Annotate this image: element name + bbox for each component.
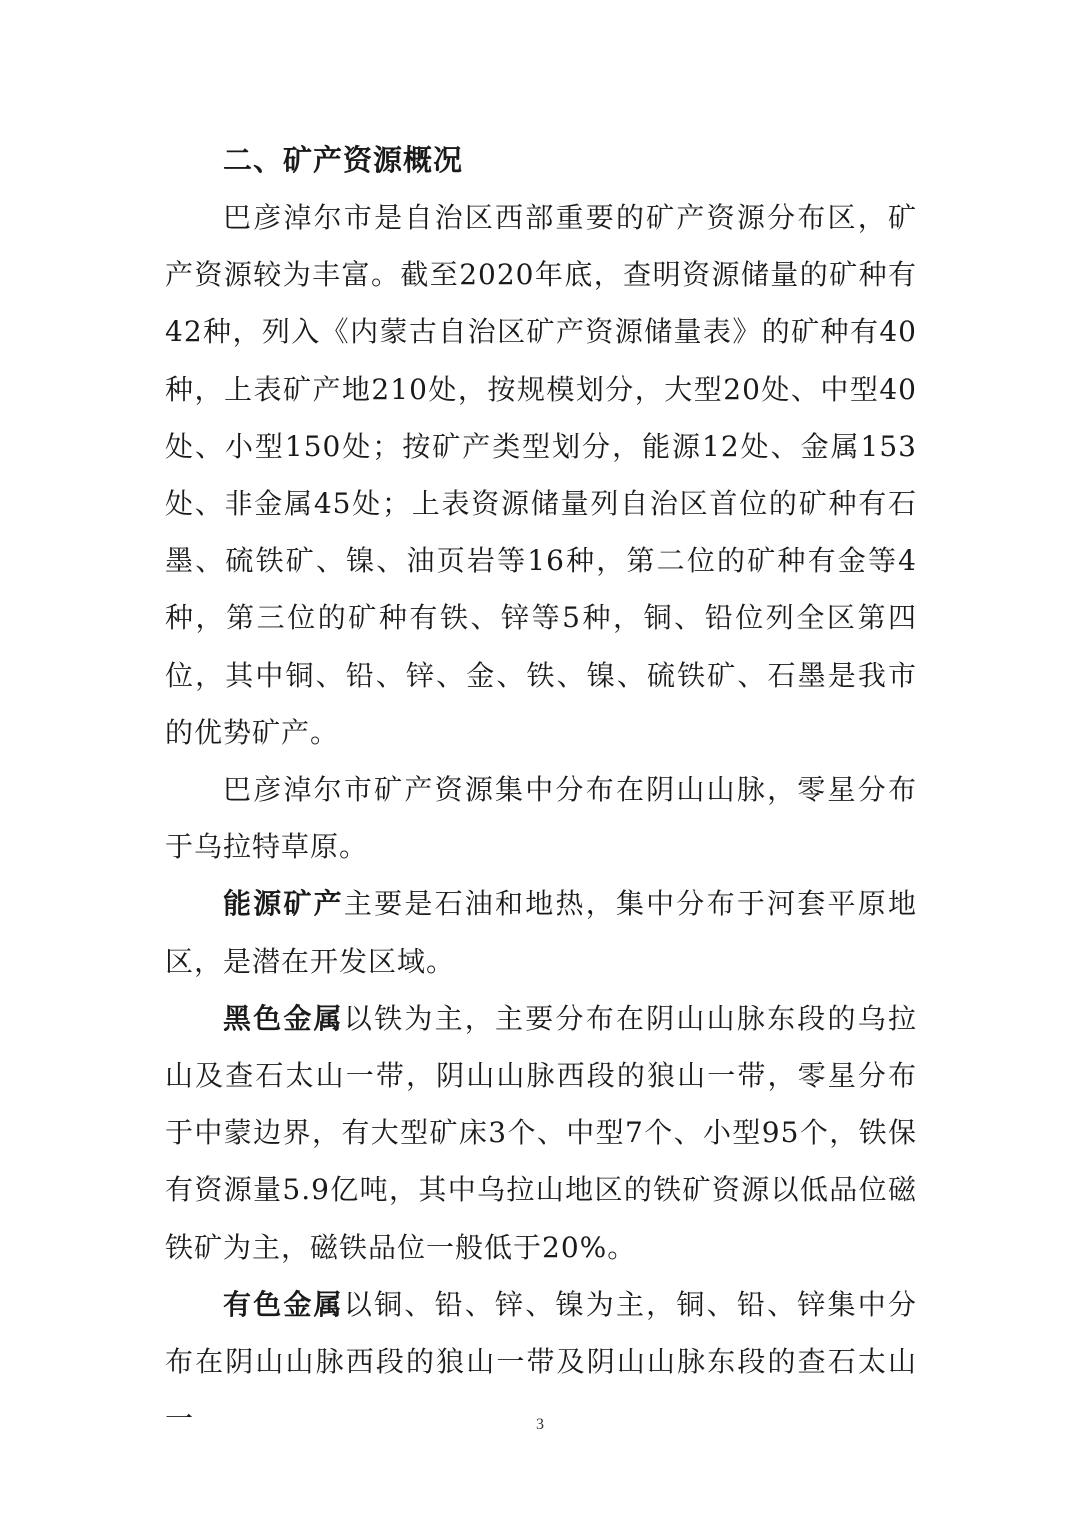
paragraph-text: 以铁为主，主要分布在阴山山脉东段的乌拉山及查石太山一带，阴山山脉西段的狼山一带，零星分布于中蒙边界，有大型矿床3个、中型7个、小型95个，铁保有资源量5.9亿吨，其中乌拉山地区的铁矿资源以低品位磁铁矿为主，磁铁品位一般低于20%。 <box>165 1001 917 1264</box>
page-body <box>165 132 917 1447</box>
paragraph-energy-minerals <box>165 875 917 989</box>
page-number: 3 <box>536 1416 544 1433</box>
paragraph-lead-nonferrous: 有色金属 <box>223 1287 344 1321</box>
paragraph-text: 巴彦淖尔市矿产资源集中分布在阴山山脉，零星分布于乌拉特草原。 <box>165 773 917 864</box>
section-heading: 二、矿产资源概况 <box>223 143 464 177</box>
paragraph-lead-energy: 能源矿产 <box>223 887 344 921</box>
paragraph-ferrous-metals <box>165 990 917 1276</box>
paragraph-distribution <box>165 761 917 875</box>
paragraph-lead-ferrous: 黑色金属 <box>223 1001 344 1035</box>
paragraph-overview <box>165 189 917 761</box>
paragraph-text: 主要是石油和地热，集中分布于河套平原地区，是潜在开发区域。 <box>165 887 917 978</box>
paragraph-text: 以铜、铅、锌、镍为主，铜、铅、锌集中分布在阴山山脉西段的狼山一带及阴山山脉东段的查石太山一 <box>165 1287 917 1436</box>
paragraph-text: 巴彦淖尔市是自治区西部重要的矿产资源分布区，矿产资源较为丰富。截至2020年底，查明资源储量的矿种有42种，列入《内蒙古自治区矿产资源储量表》的矿种有40种，上表矿产地210处，按规模划分，大型20处、中型40处、小型150处；按矿产类型划分，能源12处、金属153处、非金属45处；上表资源储量列自治区首位的矿种有石墨、硫铁矿、镍、油页岩等16种，第二位的矿种有金等4种，第三位的矿种有铁、锌等5种，铜、铅位列全区第四位，其中铜、铅、锌、金、铁、镍、硫铁矿、石墨是我市的优势矿产。 <box>165 201 917 749</box>
